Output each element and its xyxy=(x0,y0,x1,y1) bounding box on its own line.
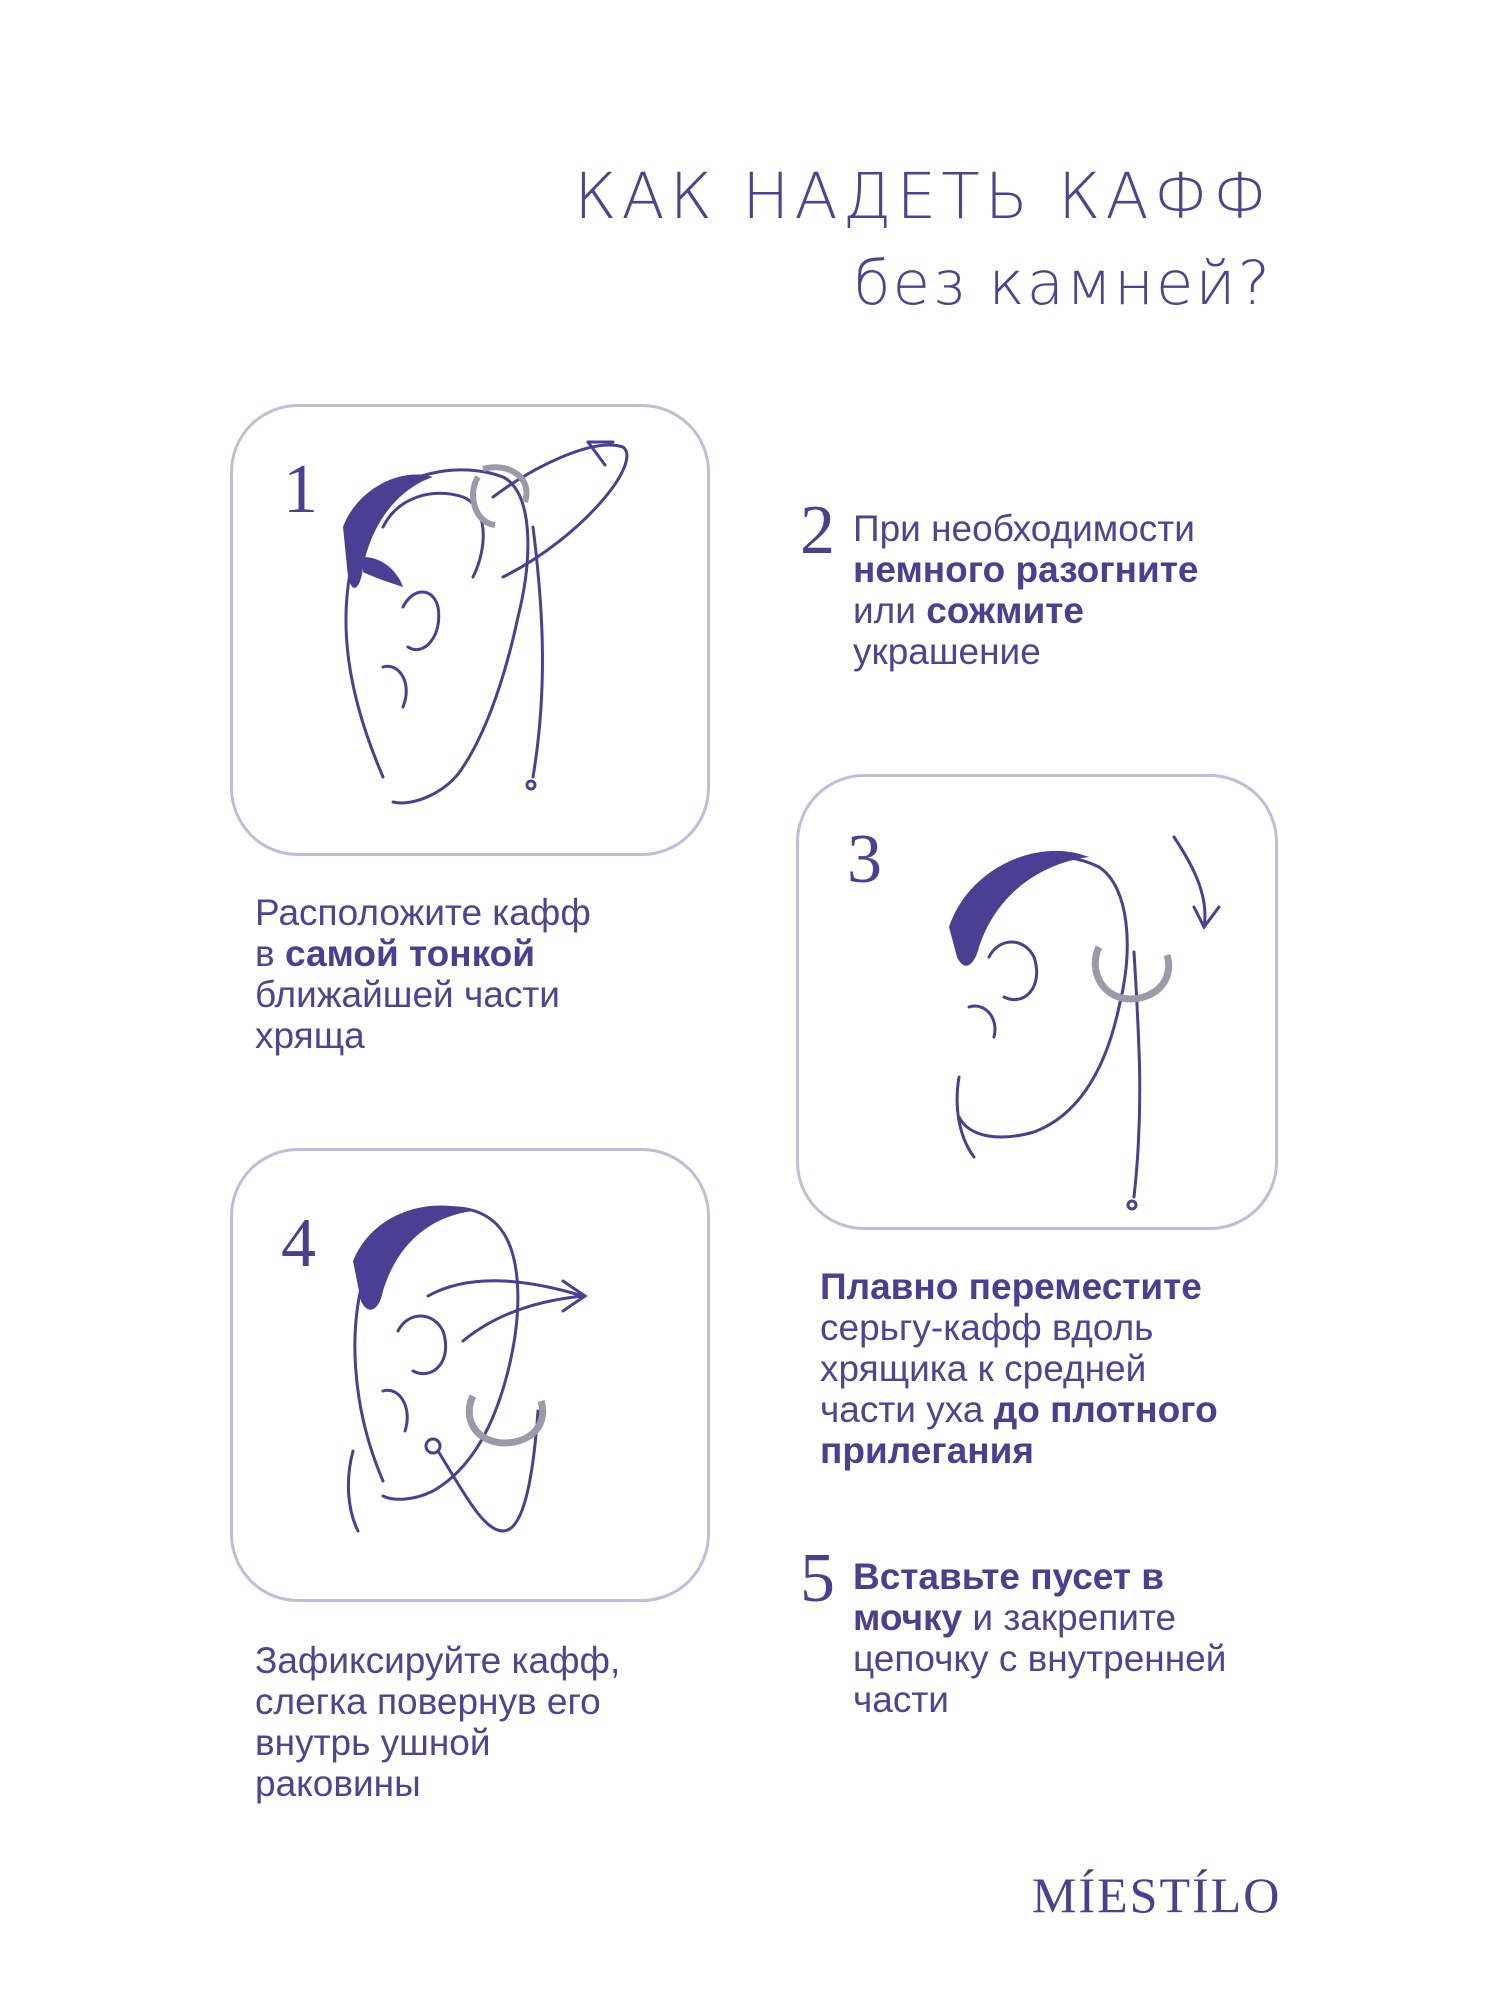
page-title: КАК НАДЕТЬ КАФФ xyxy=(574,160,1272,233)
step-5-line xyxy=(853,1638,1226,1679)
body-text: При необходимости xyxy=(853,508,1195,549)
step-2-line xyxy=(853,508,1198,549)
emphasis-text: сожмите xyxy=(926,590,1084,631)
emphasis-text: немного разогните xyxy=(853,549,1199,590)
step-2-line xyxy=(853,590,1198,631)
step-1-line xyxy=(255,892,591,933)
body-text: части уха xyxy=(820,1389,994,1430)
body-text: цепочку с внутренней xyxy=(853,1638,1227,1679)
step-3-line xyxy=(820,1430,1218,1471)
step-3-card xyxy=(796,774,1278,1230)
step-5-line xyxy=(853,1556,1226,1597)
body-text: ближайшей части xyxy=(255,974,560,1015)
body-text: или xyxy=(853,590,927,631)
step-4-text xyxy=(255,1640,620,1804)
step-3-line xyxy=(820,1307,1218,1348)
body-text: хрящика к средней xyxy=(820,1348,1147,1389)
emphasis-text: прилегания xyxy=(820,1430,1034,1471)
emphasis-text: Плавно переместите xyxy=(820,1266,1202,1307)
emphasis-text: самой тонкой xyxy=(284,933,536,974)
step-4-line xyxy=(255,1763,620,1804)
step-5-text xyxy=(853,1556,1226,1720)
page-subtitle: без камней? xyxy=(853,248,1272,319)
step-3-line xyxy=(820,1348,1218,1389)
step-5-line xyxy=(853,1597,1226,1638)
step-2-number: 2 xyxy=(800,492,835,569)
brand-logo: MÍESTÍLO xyxy=(1032,1867,1282,1923)
step-4-line xyxy=(255,1722,620,1763)
step-4-number: 4 xyxy=(281,1205,316,1282)
step-3-line xyxy=(820,1389,1218,1430)
step-1-line xyxy=(255,1015,591,1056)
step-3-text xyxy=(820,1266,1218,1471)
step-5-line xyxy=(853,1679,1226,1720)
step-1-text xyxy=(255,892,591,1056)
body-text: внутрь ушной xyxy=(255,1722,491,1763)
step-4-line xyxy=(255,1640,620,1681)
step-4-card xyxy=(230,1148,710,1602)
step-2-line xyxy=(853,631,1198,672)
step-2-text xyxy=(853,508,1198,672)
body-text: слегка повернув его xyxy=(255,1681,601,1722)
emphasis-text: Вставьте пусет в xyxy=(853,1556,1165,1597)
body-text: раковины xyxy=(255,1763,421,1804)
body-text: в xyxy=(255,933,285,974)
step-1-line xyxy=(255,933,591,974)
body-text: части xyxy=(853,1679,949,1720)
step-2-line xyxy=(853,549,1198,590)
body-text: серьгу-кафф вдоль xyxy=(820,1307,1154,1348)
step-3-line xyxy=(820,1266,1218,1307)
body-text: Зафиксируйте кафф, xyxy=(255,1640,621,1681)
body-text: и закрепите xyxy=(962,1597,1177,1638)
step-1-card xyxy=(230,404,710,856)
step-5-number: 5 xyxy=(800,1540,835,1617)
step-1-number: 1 xyxy=(283,451,318,528)
step-1-line xyxy=(255,974,591,1015)
body-text: Расположите кафф xyxy=(255,892,591,933)
emphasis-text: мочку xyxy=(853,1597,963,1638)
body-text: хряща xyxy=(255,1015,365,1056)
emphasis-text: до плотного xyxy=(993,1389,1218,1430)
body-text: украшение xyxy=(853,631,1041,672)
step-3-number: 3 xyxy=(847,821,882,898)
step-4-line xyxy=(255,1681,620,1722)
